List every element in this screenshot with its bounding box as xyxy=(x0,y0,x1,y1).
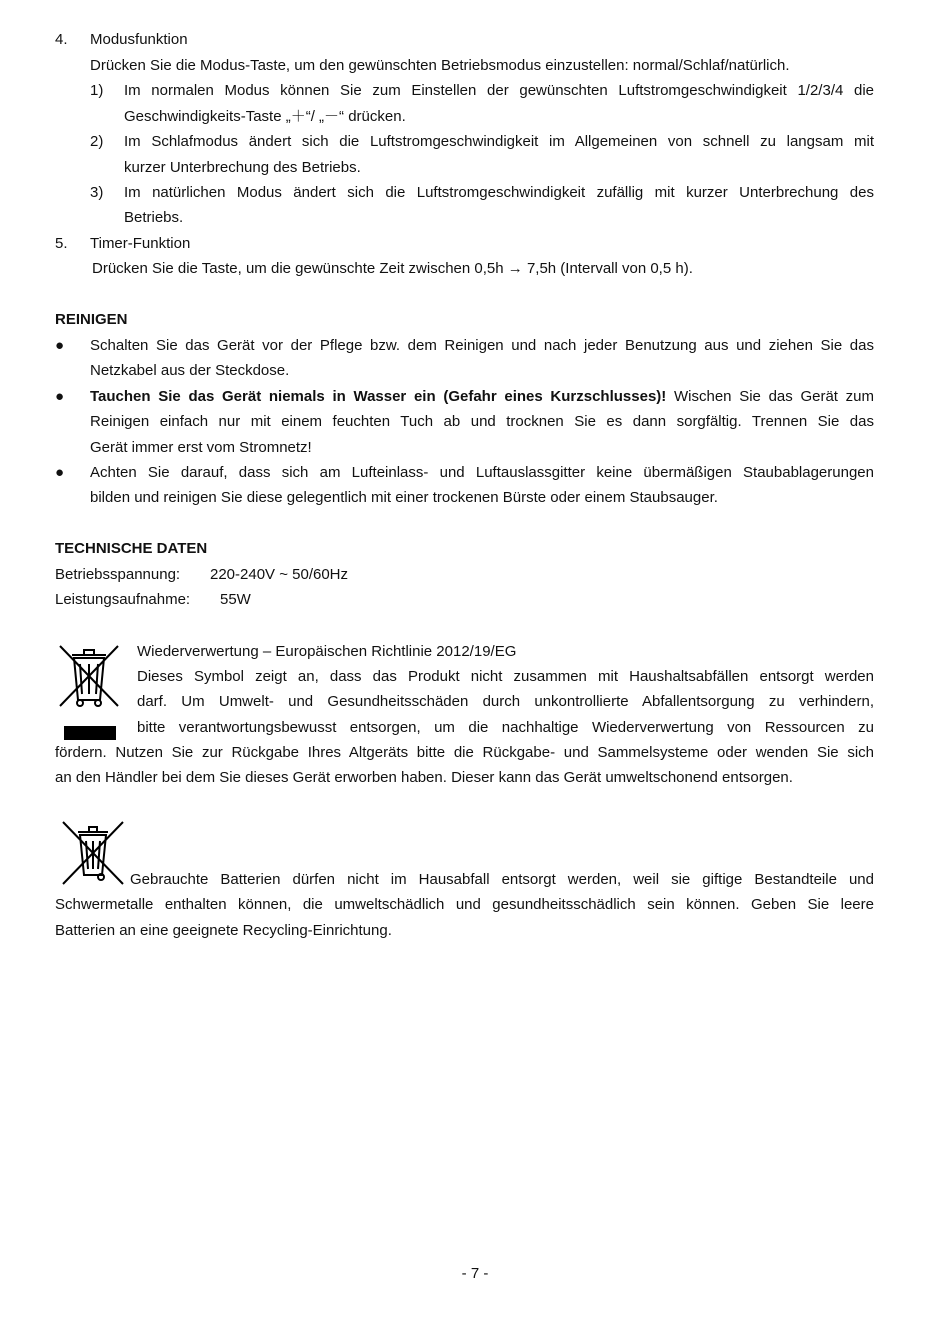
cleaning-item-2-line1 xyxy=(90,387,874,407)
timer-title: Timer-Funktion xyxy=(90,235,191,252)
cleaning-item-2-rest: Wischen Sie das Gerät zum xyxy=(666,388,874,405)
voltage-label: Betriebsspannung: xyxy=(55,566,181,583)
voltage-value: 220-240V ~ 50/60Hz xyxy=(210,566,349,583)
timer-number: 5. xyxy=(55,235,68,252)
cleaning-item-3-line1: Achten Sie darauf, dass sich am Lufteinlass- und Luftauslassgitter keine übermäßigen Staubablagerungen xyxy=(90,464,874,481)
mode-item-1-number: 1) xyxy=(90,82,104,99)
cleaning-bullet-1: ● xyxy=(55,337,65,354)
mode-item-2-number: 2) xyxy=(90,133,104,150)
crossed-out-bin-icon xyxy=(60,819,126,887)
tech-heading: TECHNISCHE DATEN xyxy=(55,540,208,557)
recycling-title: Wiederverwertung – Europäischen Richtlinie 2012/19/EG xyxy=(137,643,517,660)
cleaning-item-2-line3: Gerät immer erst vom Stromnetz! xyxy=(90,439,312,456)
power-value: 55W xyxy=(220,591,251,608)
mode-intro: Drücken Sie die Modus-Taste, um den gewünschten Betriebsmodus einzustellen: normal/Schlaf/natürlich. xyxy=(90,57,790,74)
batteries-line3: Batterien an eine geeignete Recycling-Einrichtung. xyxy=(55,922,392,939)
cleaning-bullet-2: ● xyxy=(55,388,65,405)
cleaning-item-1-line1: Schalten Sie das Gerät vor der Pflege bzw. dem Reinigen und nach jeder Benutzung aus und ziehen Sie das xyxy=(90,337,874,354)
power-label: Leistungsaufnahme: xyxy=(55,591,191,608)
mode-item-1-line1: Im normalen Modus können Sie zum Einstellen der gewünschten Luftstromgeschwindigkeit 1/2/3/4 die xyxy=(124,82,874,99)
page-number: - 7 - xyxy=(461,1265,489,1282)
mode-item-1-line2: Geschwindigkeits-Taste „＋“/ „－“ drücken. xyxy=(124,108,406,125)
recycling-line1: Dieses Symbol zeigt an, dass das Produkt nicht zusammen mit Haushaltsabfällen entsorgt werden xyxy=(137,668,874,685)
recycling-line5: an den Händler bei dem Sie dieses Gerät erworben haben. Dieser kann das Gerät umweltschonend entsorgen. xyxy=(55,769,793,786)
cleaning-heading: REINIGEN xyxy=(55,311,128,328)
mode-item-2-line2: kurzer Unterbrechung des Betriebs. xyxy=(124,159,361,176)
timer-text: Drücken Sie die Taste, um die gewünschte Zeit zwischen 0,5h → 7,5h (Intervall von 0,5 h). xyxy=(92,260,693,277)
recycling-line4: fördern. Nutzen Sie zur Rückgabe Ihres Altgeräts bitte die Rückgabe- und Sammelsysteme oder wenden Sie sich xyxy=(55,744,874,761)
mode-item-2-line1: Im Schlafmodus ändert sich die Luftstromgeschwindigkeit im Allgemeinen von schnell zu langsam mit xyxy=(124,133,874,150)
mode-item-3-line1: Im natürlichen Modus ändert sich die Luftstromgeschwindigkeit zufällig mit kurzer Unterbrechung des xyxy=(124,184,874,201)
mode-title: Modusfunktion xyxy=(90,31,188,48)
recycling-line3: bitte verantwortungsbewusst entsorgen, um die nachhaltige Wiederverwertung von Ressourcen zu xyxy=(137,719,874,736)
mode-number: 4. xyxy=(55,31,68,48)
cleaning-warning: Tauchen Sie das Gerät niemals in Wasser ein (Gefahr eines Kurzschlusses)! xyxy=(90,388,667,405)
mode-item-3-line2: Betriebs. xyxy=(124,209,184,226)
cleaning-item-3-line2: bilden und reinigen Sie diese gelegentlich mit einer trockenen Bürste oder einem Staubsauger. xyxy=(90,489,718,506)
batteries-line1: Gebrauchte Batterien dürfen nicht im Hausabfall entsorgt werden, weil sie giftige Bestandteile und xyxy=(130,871,874,888)
cleaning-item-1-line2: Netzkabel aus der Steckdose. xyxy=(90,362,290,379)
mode-item-3-number: 3) xyxy=(90,184,104,201)
cleaning-item-2-line2: Reinigen einfach nur mit einem feuchten Tuch ab und trocknen Sie es dann sorgfältig. Trennen Sie das xyxy=(90,413,874,430)
batteries-line2: Schwermetalle enthalten können, die umweltschädlich und gesundheitsschädlich sein können. Geben Sie leere xyxy=(55,896,874,913)
crossed-out-wheelie-bin-icon xyxy=(56,642,122,742)
cleaning-bullet-3: ● xyxy=(55,464,65,481)
recycling-line2: darf. Um Umwelt- und Gesundheitsschäden durch unkontrollierte Abfallentsorgung zu verhindern, xyxy=(137,693,874,710)
